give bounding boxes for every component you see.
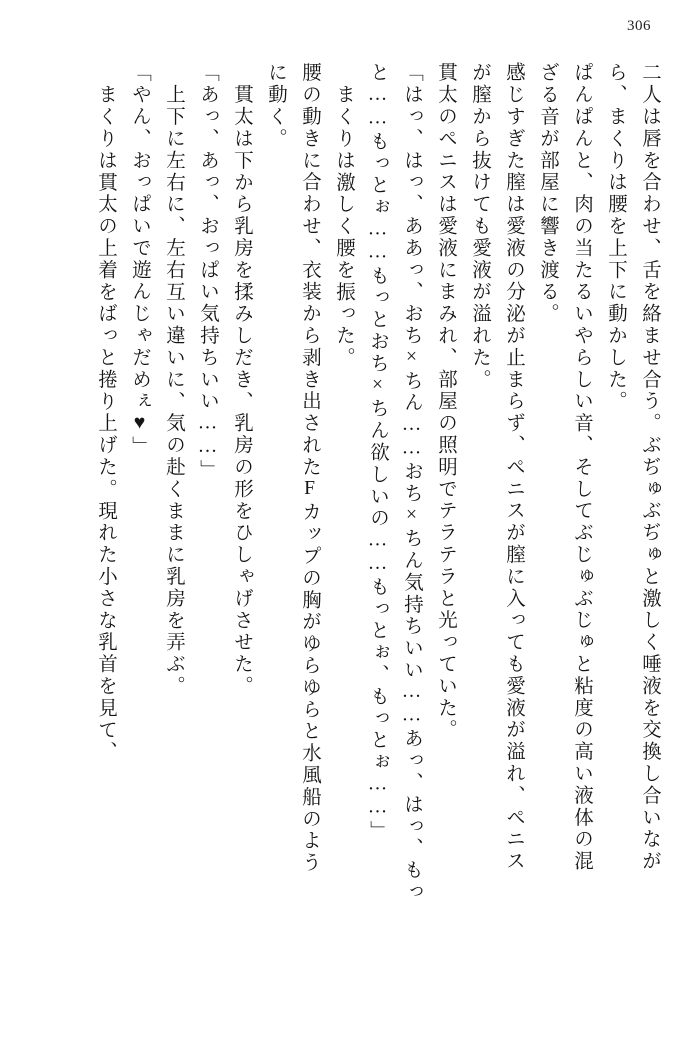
text-line: 感じすぎた膣は愛液の分泌が止まらず、ペニスが膣に入っても愛液が溢れ、ペニス: [503, 62, 524, 873]
text-line: に動く。: [265, 62, 286, 150]
text-line: 「あっ、あっ、おっぱい気持ちいい……」: [197, 62, 218, 482]
text-line: ぱんぱんと、肉の当たるいやらしい音、そしてぶじゅぶじゅと粘度の高い液体の混: [571, 62, 592, 873]
text-line: ら、まくりは腰を上下に動かした。: [605, 62, 626, 413]
text-line: まくりは激しく腰を振った。: [333, 84, 354, 369]
text-line: 上下に左右に、左右互い違いに、気の赴くままに乳房を弄ぶ。: [163, 84, 184, 698]
text-line: 腰の動きに合わせ、衣装から剥き出されたFカップの胸がゆらゆらと水風船のよう: [299, 62, 320, 874]
text-line: が膣から抜けても愛液が溢れた。: [469, 62, 490, 391]
text-line: 貫太は下から乳房を揉みしだき、乳房の形をひしゃげさせた。: [231, 84, 252, 698]
text-line: まくりは貫太の上着をばっと捲り上げた。現れた小さな乳首を見て、: [95, 84, 116, 763]
body-text-block: [40, 62, 659, 1012]
text-line: 貫太のペニスは愛液にまみれ、部屋の照明でテラテラと光っていた。: [435, 62, 456, 741]
page-number: 306: [627, 18, 651, 34]
text-line: 二人は唇を合わせ、舌を絡ませ合う。ぶぢゅぶぢゅと激しく唾液を交換し合いなが: [639, 62, 660, 873]
text-line: 「はっ、はっ、ああっ、おち×ちん……おち×ちん気持ちいい……あっ、はっ、もっ: [401, 62, 422, 904]
text-line: ざる音が部屋に響き渡る。: [537, 62, 558, 325]
text-line: と……もっとぉ……もっとおち×ちん欲しいの……もっとぉ、もっとぉ……」: [367, 62, 388, 842]
text-line: 「やん、おっぱいで遊んじゃだめぇ♥」: [129, 62, 150, 458]
